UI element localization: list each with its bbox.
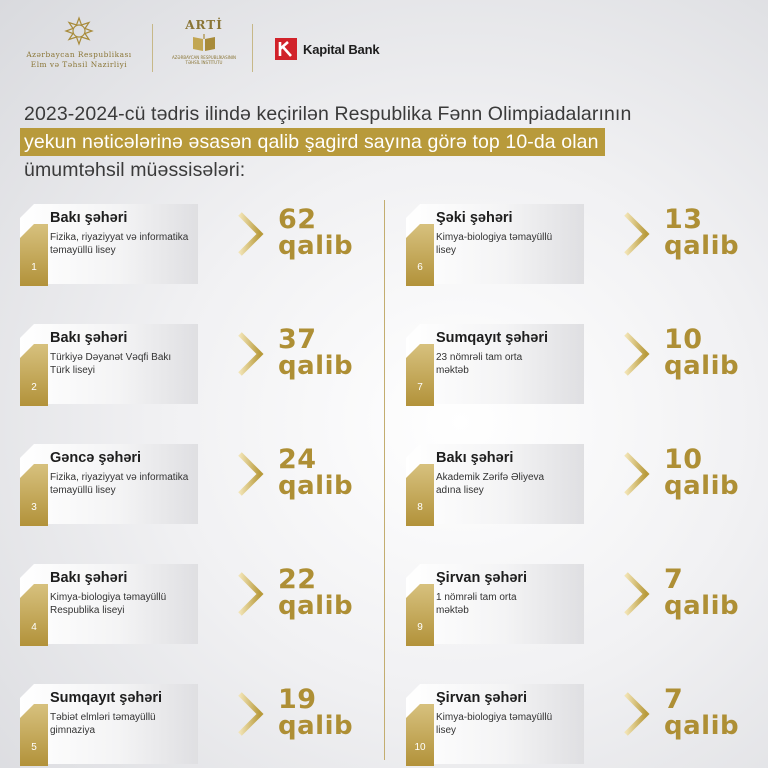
kapital-bank-logo xyxy=(275,38,379,60)
school-name: Kimya-biologiya təmayüllü lisey xyxy=(436,712,553,736)
chevron-right-icon xyxy=(624,572,650,616)
winner-count-unit: qalib xyxy=(664,351,740,381)
school-name: Kimya-biologiya təmayüllü Respublika liseyi xyxy=(50,592,167,616)
title-line-highlighted: yekun nəticələrinə əsasən qalib şagird sayına görə top 10-da olan xyxy=(20,128,605,156)
rank-number: 7 xyxy=(417,382,423,393)
winner-count-unit: qalib xyxy=(278,471,354,501)
rank-number: 1 xyxy=(31,262,37,273)
school-name: Türkiyə Dəyanət Vəqfi Bakı Türk liseyi xyxy=(50,352,172,376)
city-name: Şirvan şəhəri xyxy=(436,570,528,586)
winner-count-number: 7 xyxy=(664,564,684,595)
ministry-name-line1: Azərbaycan Respublikası xyxy=(26,50,132,59)
winner-count xyxy=(664,566,764,620)
rank-number: 9 xyxy=(417,622,423,633)
winner-count-unit: qalib xyxy=(278,711,354,741)
rank-card xyxy=(20,324,198,404)
ministry-name-line2: Elm və Təhsil Nazirliyi xyxy=(30,60,128,69)
chevron-right-icon xyxy=(238,692,264,736)
ministry-logo xyxy=(20,16,138,70)
winner-count xyxy=(278,206,378,260)
rank-card xyxy=(20,444,198,524)
winner-count-number: 10 xyxy=(664,444,703,475)
school-name: Fizika, riyaziyyat və informatika təmayüllü lisey xyxy=(50,472,189,496)
rank-card xyxy=(406,204,584,284)
rank-card xyxy=(20,564,198,644)
city-name: Şəki şəhəri xyxy=(436,210,513,226)
winner-count-number: 19 xyxy=(278,684,317,715)
rank-card xyxy=(406,444,584,524)
school-name: 1 nömrəli tam orta məktəb xyxy=(436,592,517,616)
book-icon xyxy=(191,33,217,53)
city-name: Bakı şəhəri xyxy=(50,210,128,226)
winner-count-number: 22 xyxy=(278,564,317,595)
city-name: Bakı şəhəri xyxy=(50,330,128,346)
school-name: Təbiət elmləri təmayüllü gimnaziya xyxy=(50,712,156,736)
rank-card xyxy=(406,564,584,644)
chevron-right-icon xyxy=(238,572,264,616)
winner-count xyxy=(278,566,378,620)
chevron-right-icon xyxy=(624,212,650,256)
winner-count xyxy=(664,686,764,740)
winner-count-unit: qalib xyxy=(278,351,354,381)
winner-count xyxy=(664,206,764,260)
city-name: Gəncə şəhəri xyxy=(50,450,142,466)
chevron-right-icon xyxy=(238,212,264,256)
winner-count xyxy=(278,326,378,380)
winner-count-unit: qalib xyxy=(278,591,354,621)
city-name: Sumqayıt şəhəri xyxy=(436,330,549,346)
arti-subtitle-line1: AZƏRBAYCAN RESPUBLİKASININ xyxy=(171,55,237,60)
chevron-right-icon xyxy=(624,452,650,496)
winner-count-unit: qalib xyxy=(278,231,354,261)
rank-number: 4 xyxy=(31,622,37,633)
rank-number: 6 xyxy=(417,262,423,273)
chevron-right-icon xyxy=(238,452,264,496)
winner-count xyxy=(278,446,378,500)
school-name: Akademik Zərifə Əliyeva adına lisey xyxy=(436,472,545,496)
winner-count xyxy=(664,446,764,500)
winner-count-unit: qalib xyxy=(664,231,740,261)
logo-divider xyxy=(152,24,153,72)
winner-count xyxy=(278,686,378,740)
rank-card xyxy=(406,684,584,764)
rank-number: 10 xyxy=(414,742,426,753)
page-title xyxy=(24,100,754,184)
city-name: Bakı şəhəri xyxy=(436,450,514,466)
school-name: Kimya-biologiya təmayüllü lisey xyxy=(436,232,553,256)
chevron-right-icon xyxy=(238,332,264,376)
winner-count-number: 13 xyxy=(664,204,703,235)
arti-logo xyxy=(168,18,240,65)
school-name: Fizika, riyaziyyat və informatika təmayüllü lisey xyxy=(50,232,189,256)
column-divider xyxy=(384,200,385,760)
rank-number: 5 xyxy=(31,742,37,753)
rank-number: 3 xyxy=(31,502,37,513)
chevron-right-icon xyxy=(624,332,650,376)
winner-count-unit: qalib xyxy=(664,711,740,741)
city-name: Şirvan şəhəri xyxy=(436,690,528,706)
winner-count-number: 10 xyxy=(664,324,703,355)
rank-number: 2 xyxy=(31,382,37,393)
logo-divider xyxy=(252,24,253,72)
winner-count xyxy=(664,326,764,380)
rank-card xyxy=(20,684,198,764)
chevron-right-icon xyxy=(624,692,650,736)
arti-subtitle-line2: TƏHSİL İNSTİTUTU xyxy=(185,60,223,65)
title-line: ümumtəhsil müəssisələri: xyxy=(24,159,246,181)
rank-card xyxy=(20,204,198,284)
winner-count-number: 24 xyxy=(278,444,317,475)
title-line: 2023-2024-cü tədris ilində keçirilən Respublika Fənn Olimpiadalarının xyxy=(24,103,632,125)
winner-count-number: 7 xyxy=(664,684,684,715)
school-name: 23 nömrəli tam orta məktəb xyxy=(436,352,523,376)
winner-count-number: 37 xyxy=(278,324,317,355)
rank-card xyxy=(406,324,584,404)
logo-bar xyxy=(0,0,768,88)
kapital-bank-name: Kapital Bank xyxy=(303,41,380,57)
winner-count-unit: qalib xyxy=(664,471,740,501)
city-name: Bakı şəhəri xyxy=(50,570,128,586)
arti-wordmark: ARTİ xyxy=(185,18,223,32)
kapital-bank-icon xyxy=(275,38,297,60)
city-name: Sumqayıt şəhəri xyxy=(50,690,163,706)
rank-number: 8 xyxy=(417,502,423,513)
winner-count-unit: qalib xyxy=(664,591,740,621)
winner-count-number: 62 xyxy=(278,204,317,235)
ministry-emblem-icon xyxy=(64,16,94,46)
